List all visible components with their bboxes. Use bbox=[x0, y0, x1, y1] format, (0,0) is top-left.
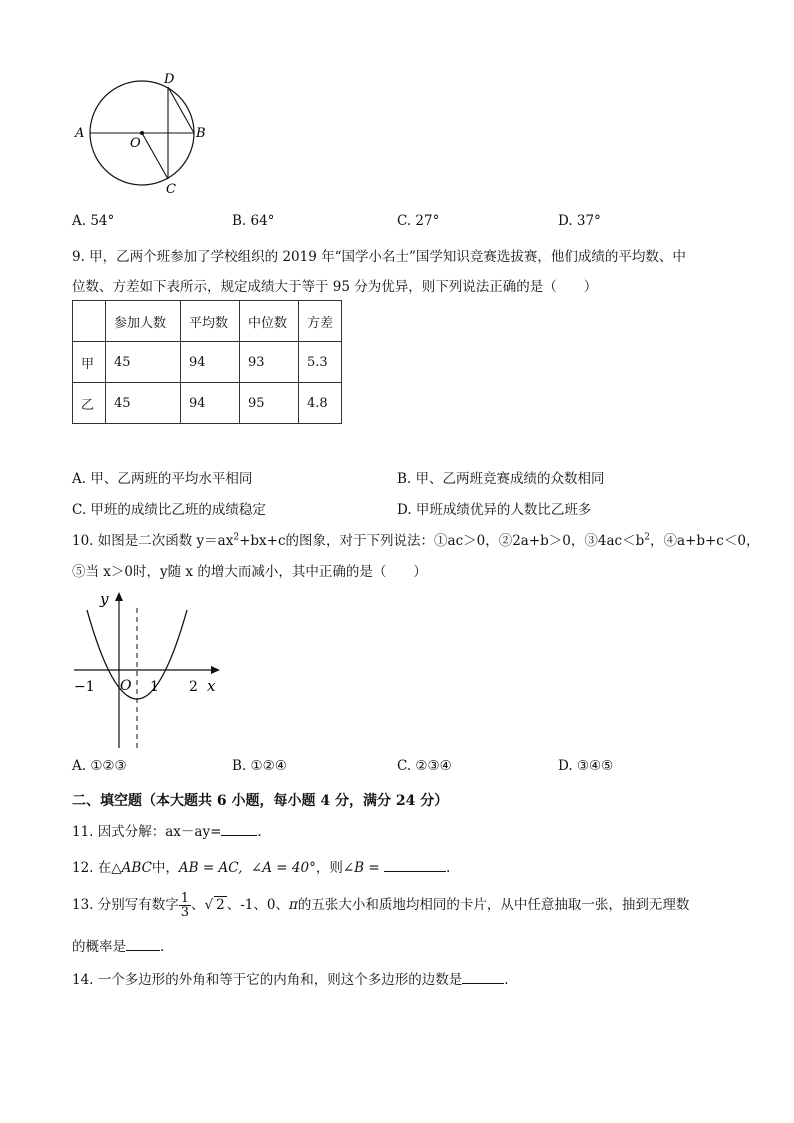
q12-text: ，则 bbox=[315, 860, 343, 876]
tick-label-2: 2 bbox=[189, 679, 198, 695]
table-cell: 95 bbox=[240, 383, 299, 424]
answer-blank bbox=[384, 859, 446, 872]
table-cell: 甲 bbox=[73, 342, 106, 383]
q9-option-d: D. 甲班成绩优异的人数比乙班多 bbox=[397, 502, 592, 518]
q10-line-2: ⑤当 x＞0时，y随 x 的增大而减小，其中正确的是（ ） bbox=[72, 564, 427, 580]
q8-option-a: A. 54° bbox=[72, 213, 115, 229]
table-cell: 参加人数 bbox=[106, 301, 181, 342]
q13-text: 的五张大小和质地均相同的卡片，从中任意抽取一张，抽到无理数 bbox=[297, 897, 690, 913]
q9-option-c: C. 甲班的成绩比乙班的成绩稳定 bbox=[72, 502, 266, 518]
table-cell: 94 bbox=[181, 383, 240, 424]
table-cell: 方差 bbox=[299, 301, 342, 342]
q13-text: 、 bbox=[191, 897, 205, 913]
q12-equation: AB = AC, bbox=[178, 860, 243, 876]
q14 bbox=[72, 968, 509, 988]
q12-angle: ∠A = 40° bbox=[250, 860, 316, 876]
q10-option-a: A. ①②③ bbox=[72, 758, 127, 774]
q10-text: ，④a+b+c＜0， bbox=[649, 533, 760, 549]
q12-text: 12. 在 bbox=[72, 860, 112, 876]
axis-label-y: y bbox=[100, 590, 109, 608]
q11-end: . bbox=[257, 824, 262, 840]
q10-line-1 bbox=[72, 529, 759, 549]
q9-option-a: A. 甲、乙两班的平均水平相同 bbox=[72, 471, 253, 487]
q10-text: +bx+c的图象，对于下列说法：①ac＞0，②2a+b＞0，③4ac＜b bbox=[239, 533, 645, 549]
table-row bbox=[73, 383, 342, 424]
fraction bbox=[179, 892, 191, 919]
table-cell: 4.8 bbox=[299, 383, 342, 424]
q14-text: 14. 一个多边形的外角和等于它的内角和，则这个多边形的边数是 bbox=[72, 972, 463, 988]
denominator: 3 bbox=[180, 905, 190, 920]
table-cell: 中位数 bbox=[240, 301, 299, 342]
sqrt-radicand: 2 bbox=[216, 897, 225, 913]
q9-table bbox=[72, 300, 342, 424]
q8-option-d: D. 37° bbox=[558, 213, 601, 229]
circle-figure bbox=[70, 65, 220, 200]
numerator: 1 bbox=[180, 891, 190, 906]
table-cell: 45 bbox=[106, 383, 181, 424]
q10-option-d: D. ③④⑤ bbox=[558, 758, 614, 774]
table-row bbox=[73, 342, 342, 383]
q8-option-b: B. 64° bbox=[232, 213, 275, 229]
tick-label-neg1: −1 bbox=[74, 679, 95, 695]
q10-option-c: C. ②③④ bbox=[397, 758, 452, 774]
parabola-graph bbox=[70, 588, 230, 753]
label-c: C bbox=[166, 182, 176, 197]
label-a: A bbox=[75, 126, 85, 141]
q13-end: . bbox=[160, 939, 165, 955]
q12-text: 中， bbox=[151, 860, 179, 876]
q13-line-1 bbox=[72, 892, 689, 919]
q12-angle-b: ∠B = bbox=[342, 860, 380, 876]
answer-blank bbox=[126, 938, 160, 951]
q13-text: 的概率是 bbox=[72, 939, 126, 955]
section-heading: 二、填空题（本大题共 6 小题，每小题 4 分，满分 24 分） bbox=[72, 793, 449, 809]
q12-end: . bbox=[445, 860, 451, 876]
table-cell: 5.3 bbox=[299, 342, 342, 383]
pi-symbol: π bbox=[289, 897, 298, 913]
q12-triangle: △ABC bbox=[111, 860, 152, 876]
q13-text: 、-1、0、 bbox=[226, 897, 289, 913]
q9-line-2: 位数、方差如下表所示，规定成绩大于等于 95 分为优异，则下列说法正确的是（ ） bbox=[72, 279, 598, 295]
q9-line-1: 9. 甲，乙两个班参加了学校组织的 2019 年“国学小名士”国学知识竞赛选拔赛，他们成绩的平均数、中 bbox=[72, 249, 686, 265]
q8-option-c: C. 27° bbox=[397, 213, 440, 229]
q13-text: 13. 分别写有数字 bbox=[72, 897, 179, 913]
table-cell bbox=[73, 301, 106, 342]
table-cell: 平均数 bbox=[181, 301, 240, 342]
superscript: 2 bbox=[233, 532, 240, 543]
q11 bbox=[72, 820, 262, 840]
q9-option-b: B. 甲、乙两班竞赛成绩的众数相同 bbox=[397, 471, 605, 487]
table-cell: 45 bbox=[106, 342, 181, 383]
q14-end: . bbox=[504, 972, 509, 988]
superscript: 2 bbox=[644, 532, 650, 543]
q13-line-2 bbox=[72, 935, 164, 955]
label-b: B bbox=[196, 126, 206, 141]
table-cell: 93 bbox=[240, 342, 299, 383]
label-o: O bbox=[130, 136, 141, 151]
answer-blank bbox=[221, 823, 257, 836]
q10-option-b: B. ①②④ bbox=[232, 758, 287, 774]
label-d: D bbox=[164, 72, 175, 87]
q12 bbox=[72, 856, 450, 876]
origin-label: O bbox=[120, 678, 132, 694]
q11-text: 11. 因式分解：ax－ay= bbox=[72, 824, 222, 840]
sqrt-sign: √ bbox=[204, 897, 214, 913]
tick-label-1: 1 bbox=[150, 679, 159, 695]
answer-blank bbox=[462, 971, 504, 984]
q10-text: 10. 如图是二次函数 y＝ax bbox=[72, 533, 234, 549]
table-cell: 94 bbox=[181, 342, 240, 383]
table-cell: 乙 bbox=[73, 383, 106, 424]
table-header-row bbox=[73, 301, 342, 342]
axis-label-x: x bbox=[207, 677, 216, 695]
